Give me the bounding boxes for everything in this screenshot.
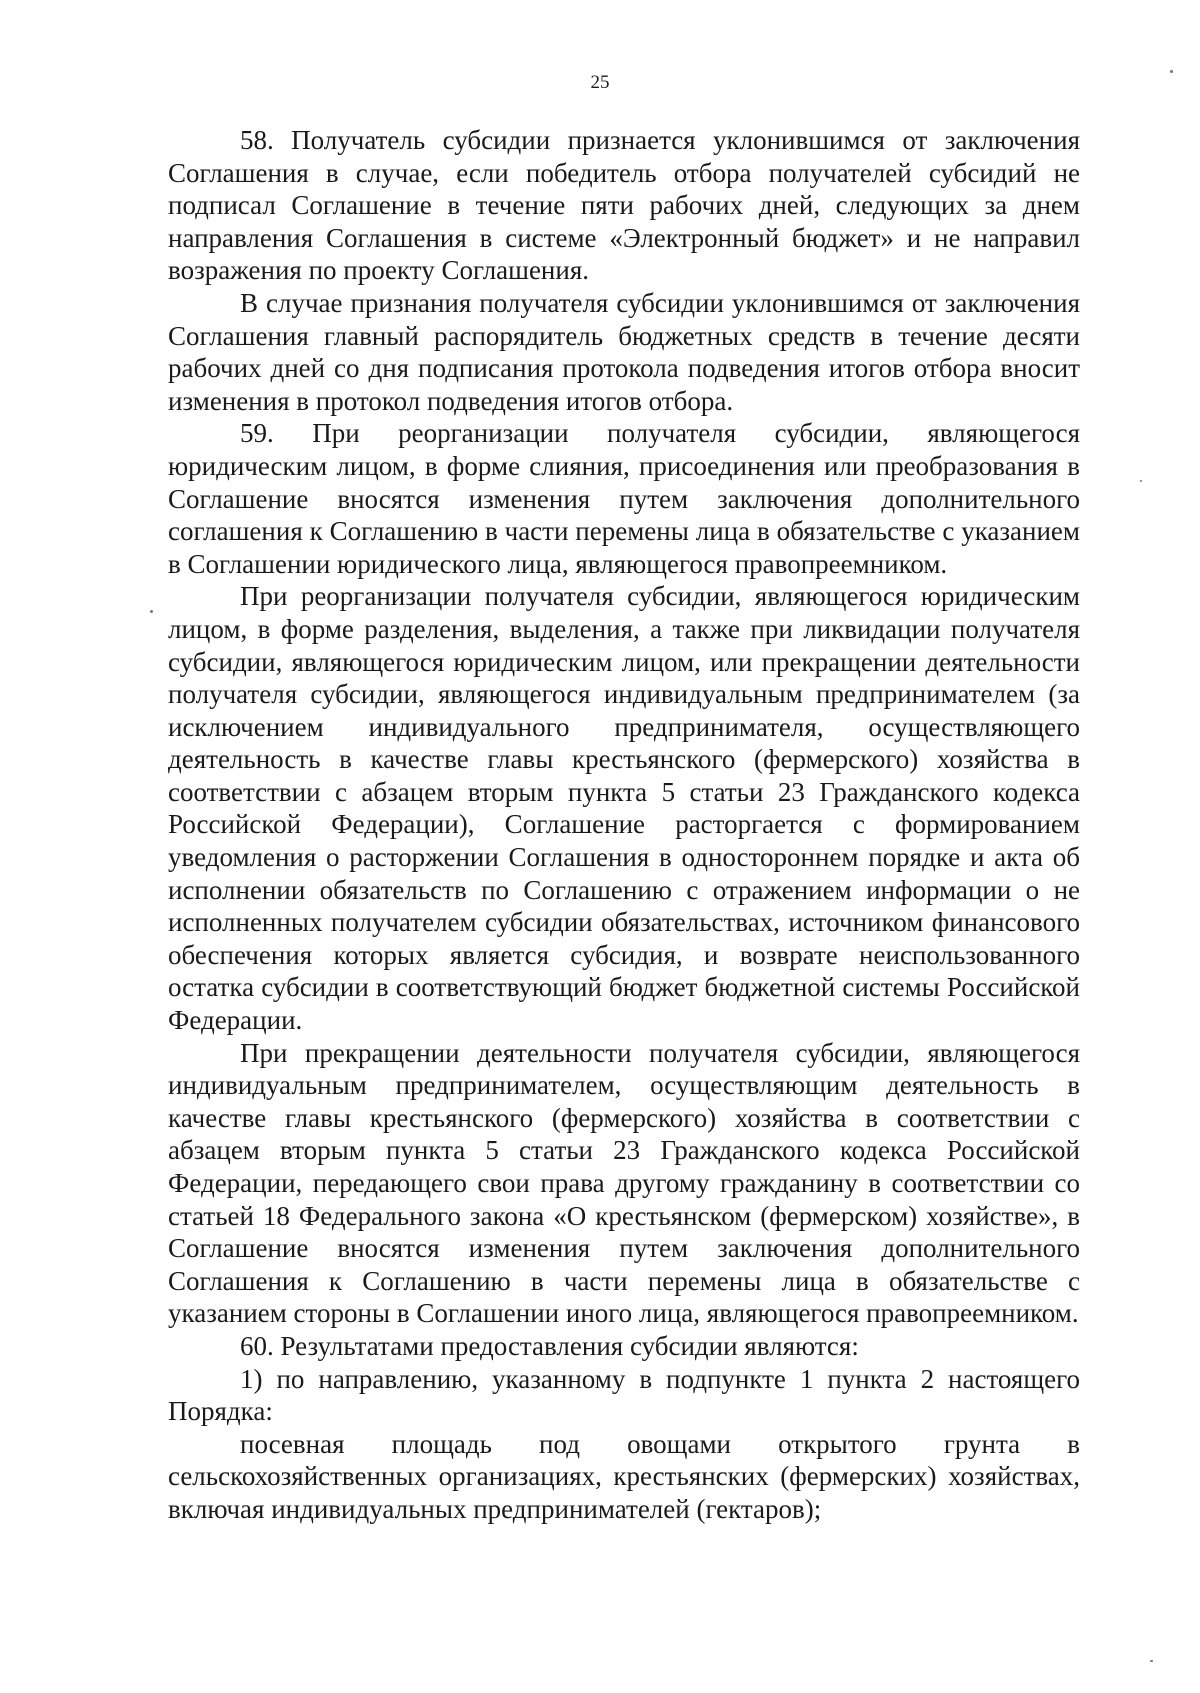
- paragraph-58: 58. Получатель субсидии признается уклонившимся от заключения Соглашения в случае, если победитель отбора получателей субсидий не подписал Соглашение в течение пяти рабочих дней, следующих за днем направления Соглашения в системе «Электронный бюджет» и не направил возражения по проекту Соглашения.: [168, 125, 1080, 286]
- paragraph-59-reorganization: При реорганизации получателя субсидии, являющегося юридическим лицом, в форме разделения, выделения, а также при ликвидации получателя субсидии, являющегося юридическим лицом, или прекращении деятельности получателя субсидии, являющегося индивидуальным предпринимателем (за исключением индивидуального предпринимателя, осуществляющего деятельность в качестве главы крестьянского (фермерского) хозяйства в соответствии с абзацем вторым пункта 5 статьи 23 Гражданского кодекса Российской Федерации), Соглашение расторгается с формированием уведомления о расторжении Соглашения в одностороннем порядке и акта об исполнении обязательств по Соглашению с отражением информации о не исполненных получателем субсидии обязательствах, источником финансового обеспечения которых является субсидия, и возврате неиспользованного остатка субсидии в соответствующий бюджет бюджетной системы Российской Федерации.: [168, 581, 1080, 1036]
- paragraph-58-refusal: В случае признания получателя субсидии уклонившимся от заключения Соглашения главный распорядитель бюджетных средств в течение десяти рабочих дней со дня подписания протокола подведения итогов отбора вносит изменения в протокол подведения итогов отбора.: [168, 287, 1080, 416]
- paragraph-59-termination: При прекращении деятельности получателя субсидии, являющегося индивидуальным предпринимателем, осуществляющим деятельность в качестве главы крестьянского (фермерского) хозяйства в соответствии с абзацем вторым пункта 5 статьи 23 Гражданского кодекса Российской Федерации, передающего свои права другому гражданину в соответствии со статьей 18 Федерального закона «О крестьянском (фермерском) хозяйстве», в Соглашение вносятся изменения путем заключения дополнительного Соглашения к Соглашению в части перемены лица в обязательстве с указанием стороны в Соглашении иного лица, являющегося правопреемником.: [168, 1037, 1080, 1329]
- paragraph-60: 60. Результатами предоставления субсидии являются:: [240, 1330, 859, 1361]
- scan-speck: [150, 610, 153, 613]
- scan-speck: [1170, 70, 1173, 73]
- document-body: [168, 124, 1080, 1526]
- scan-speck: [1140, 480, 1142, 482]
- paragraph-60-item-1-result: посевная площадь под овощами открытого грунта в сельскохозяйственных организациях, крестьянских (фермерских) хозяйствах, включая индивидуальных предпринимателей (гектаров);: [168, 1428, 1080, 1524]
- page-number: 25: [590, 72, 610, 93]
- scan-speck: [1150, 1660, 1153, 1662]
- paragraph-59: 59. При реорганизации получателя субсидии, являющегося юридическим лицом, в форме слияния, присоединения или преобразования в Соглашение вносятся изменения путем заключения дополнительного соглашения к Соглашению в части перемены лица в обязательстве с указанием в Соглашении юридического лица, являющегося правопреемником.: [168, 418, 1080, 579]
- paragraph-60-item-1: 1) по направлению, указанному в подпункте 1 пункта 2 настоящего Порядка:: [168, 1363, 1080, 1427]
